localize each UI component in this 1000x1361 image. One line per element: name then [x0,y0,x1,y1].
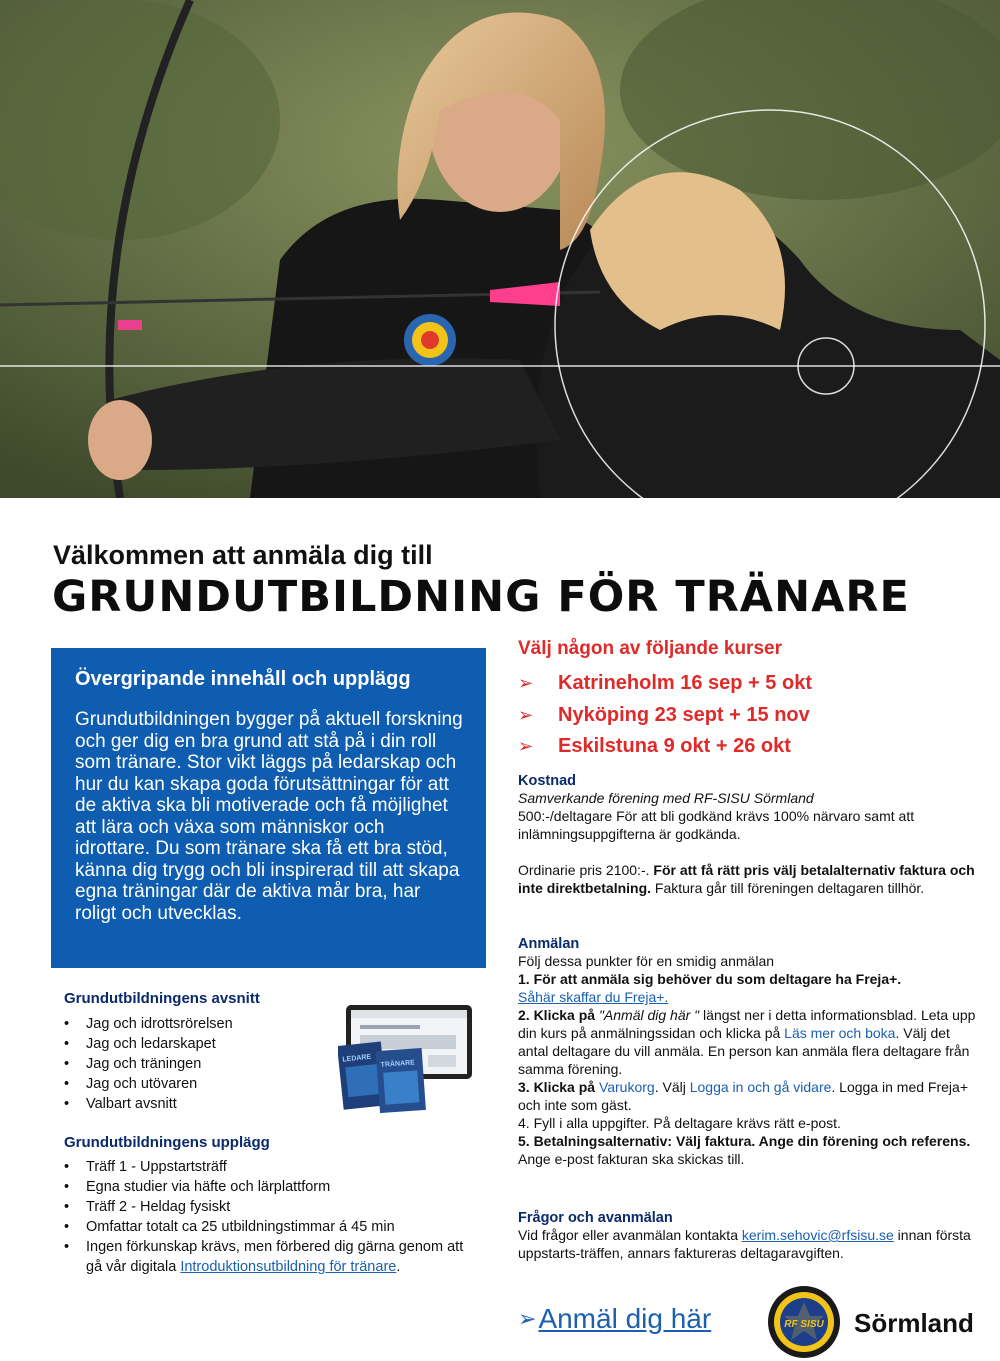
page-title: GRUNDUTBILDNING FÖR TRÄNARE [52,572,910,622]
rf-sisu-logo [766,1284,842,1360]
list-item-end: . [396,1259,401,1275]
signup-button[interactable] [518,1303,711,1335]
anmalan-heading: Anmälan [518,936,580,952]
step-3-mid: . Välj [654,1079,690,1095]
hero-photo [0,0,1000,498]
freja-link[interactable]: Såhär skaffar du Freja+. [518,989,669,1005]
list-item: • Omfattar totalt ca 25 utbildningstimmar á 45 min [64,1217,474,1237]
course-item [518,700,812,732]
step-2-num: 2. Klicka på [518,1007,599,1023]
step-4: 4. Fyll i alla uppgifter. På deltagare krävs rätt e-post. [518,1115,841,1131]
avsnitt-heading: Grundutbildningens avsnitt [64,990,260,1007]
arrow-icon: ➢ [518,704,534,725]
contact-email-link[interactable]: kerim.sehovic@rfsisu.se [741,1227,894,1243]
read-more-book-link[interactable]: Läs mer och boka [784,1025,896,1041]
list-item: • Jag och utövaren [64,1074,233,1094]
overview-box [51,648,486,968]
course-list [518,668,812,763]
course-label: Nyköping 23 sept + 15 nov [558,703,810,726]
step-5-end: Ange e-post fakturan ska skickas till. [518,1151,745,1167]
courses-heading: Välj någon av följande kurser [518,638,782,659]
region-name: Sörmland [854,1308,974,1338]
book-title: TRÄNARE [380,1059,416,1069]
fragor-heading: Frågor och avanmälan [518,1210,673,1226]
ordinary-price: Ordinarie pris 2100:-. [518,862,654,878]
study-materials-illustration [338,1003,474,1113]
overview-body: Grundutbildningen bygger på aktuell forskning och ger dig en bra grund att stå på i din roll som tränare. Stor vikt läggs på ledarskap och hur du kan skapa goda förutsättningar för att de aktiva ska bli motiverade och få möjlighet att lära och växa som människor och idrottare. Du som tränare ska få ett bra stöd, känna dig trygg och bli inspirerad till att skapa egna träningar där de aktiva mår bra, har roligt och utvecklas. [75,709,463,924]
fragor-text-a: Vid frågor eller avanmälan kontakta [518,1227,742,1243]
book-title: LEDARE [342,1053,372,1064]
payment-note: För att få rätt pris välj betalalternativ faktura och inte direktbetalning. [518,862,975,896]
list-item: • Träff 2 - Heldag fysiskt [64,1197,474,1217]
anmalan-steps [518,952,978,1168]
step-2-text: längst ner i detta informationsblad. Leta upp din kurs på anmälningssidan och klicka på [518,1007,976,1041]
fragor-text-b: innan första uppstarts-träffen, annars faktureras deltagaravgiften. [518,1227,971,1261]
step-3-end: . Logga in med Freja+ och inte som gäst. [518,1079,968,1113]
course-item [518,668,812,700]
upplagg-list [64,1157,474,1277]
list-item: • Egna studier via häfte och lärplattform [64,1177,474,1197]
course-label: Eskilstuna 9 okt + 26 okt [558,735,791,757]
kostnad-heading: Kostnad [518,773,576,789]
course-label: Katrineholm 16 sep + 5 okt [558,672,812,694]
step-2-quote: "Anmäl dig här " [598,1007,700,1023]
login-link[interactable]: Logga in och gå vidare [689,1079,832,1095]
step-3-num: 3. Klicka på [518,1079,599,1095]
step-2-end: . Välj det antal deltagare du vill anmäla. En person kan anmäla flera deltagare från samma förening. [518,1025,970,1077]
list-item: • Jag och ledarskapet [64,1034,233,1054]
kostnad-price: 500:-/deltagare För att bli godkänd krävs 100% närvaro samt att inlämningsuppgifterna är godkända. [518,808,915,842]
anmalan-intro: Följ dessa punkter för en smidig anmälan [518,953,775,969]
kostnad-text [518,789,978,843]
list-item: • Valbart avsnitt [64,1094,233,1114]
page-kicker: Välkommen att anmäla dig till [53,540,433,570]
list-item-text: Ingen förkunskap krävs, men förbered dig gärna genom att gå vår digitala [86,1239,464,1275]
step-5-bold: Välj faktura. Ange din förening och referens. [675,1133,971,1149]
arrow-icon: ➢ [518,736,534,756]
step-5-num: 5. Betalningsalternativ: [518,1133,676,1149]
fragor-section [518,1210,978,1262]
cart-link[interactable]: Varukorg [598,1079,655,1095]
list-item: • Jag och träningen [64,1054,233,1074]
avsnitt-list [64,1014,233,1114]
overview-heading: Övergripande innehåll och upplägg [75,668,411,690]
intro-course-link[interactable]: Introduktionsutbildning för tränare [180,1259,397,1275]
archery-scene-illustration [0,0,1000,498]
list-item: • Träff 1 - Uppstartsträff [64,1157,474,1177]
logo-text: RF SISU [784,1319,824,1330]
fragor-text [518,1226,978,1262]
invoice-note: Faktura går till föreningen deltagaren tillhör. [651,880,925,896]
upplagg-heading: Grundutbildningens upplägg [64,1134,270,1151]
arrow-icon: ➢ [518,1306,537,1331]
anmalan-section [518,936,978,1168]
kostnad-section [518,773,978,897]
step-1: 1. För att anmäla sig behöver du som deltagare ha Freja+. [518,971,902,987]
signup-label: Anmäl dig här [538,1303,712,1334]
arrow-icon: ➢ [518,673,534,693]
course-item [518,731,812,763]
kostnad-member: Samverkande förening med RF-SISU Sörmland [518,790,814,806]
list-item: • Jag och idrottsrörelsen [64,1014,233,1034]
kostnad-ordinary [518,861,978,897]
list-item [64,1237,474,1277]
